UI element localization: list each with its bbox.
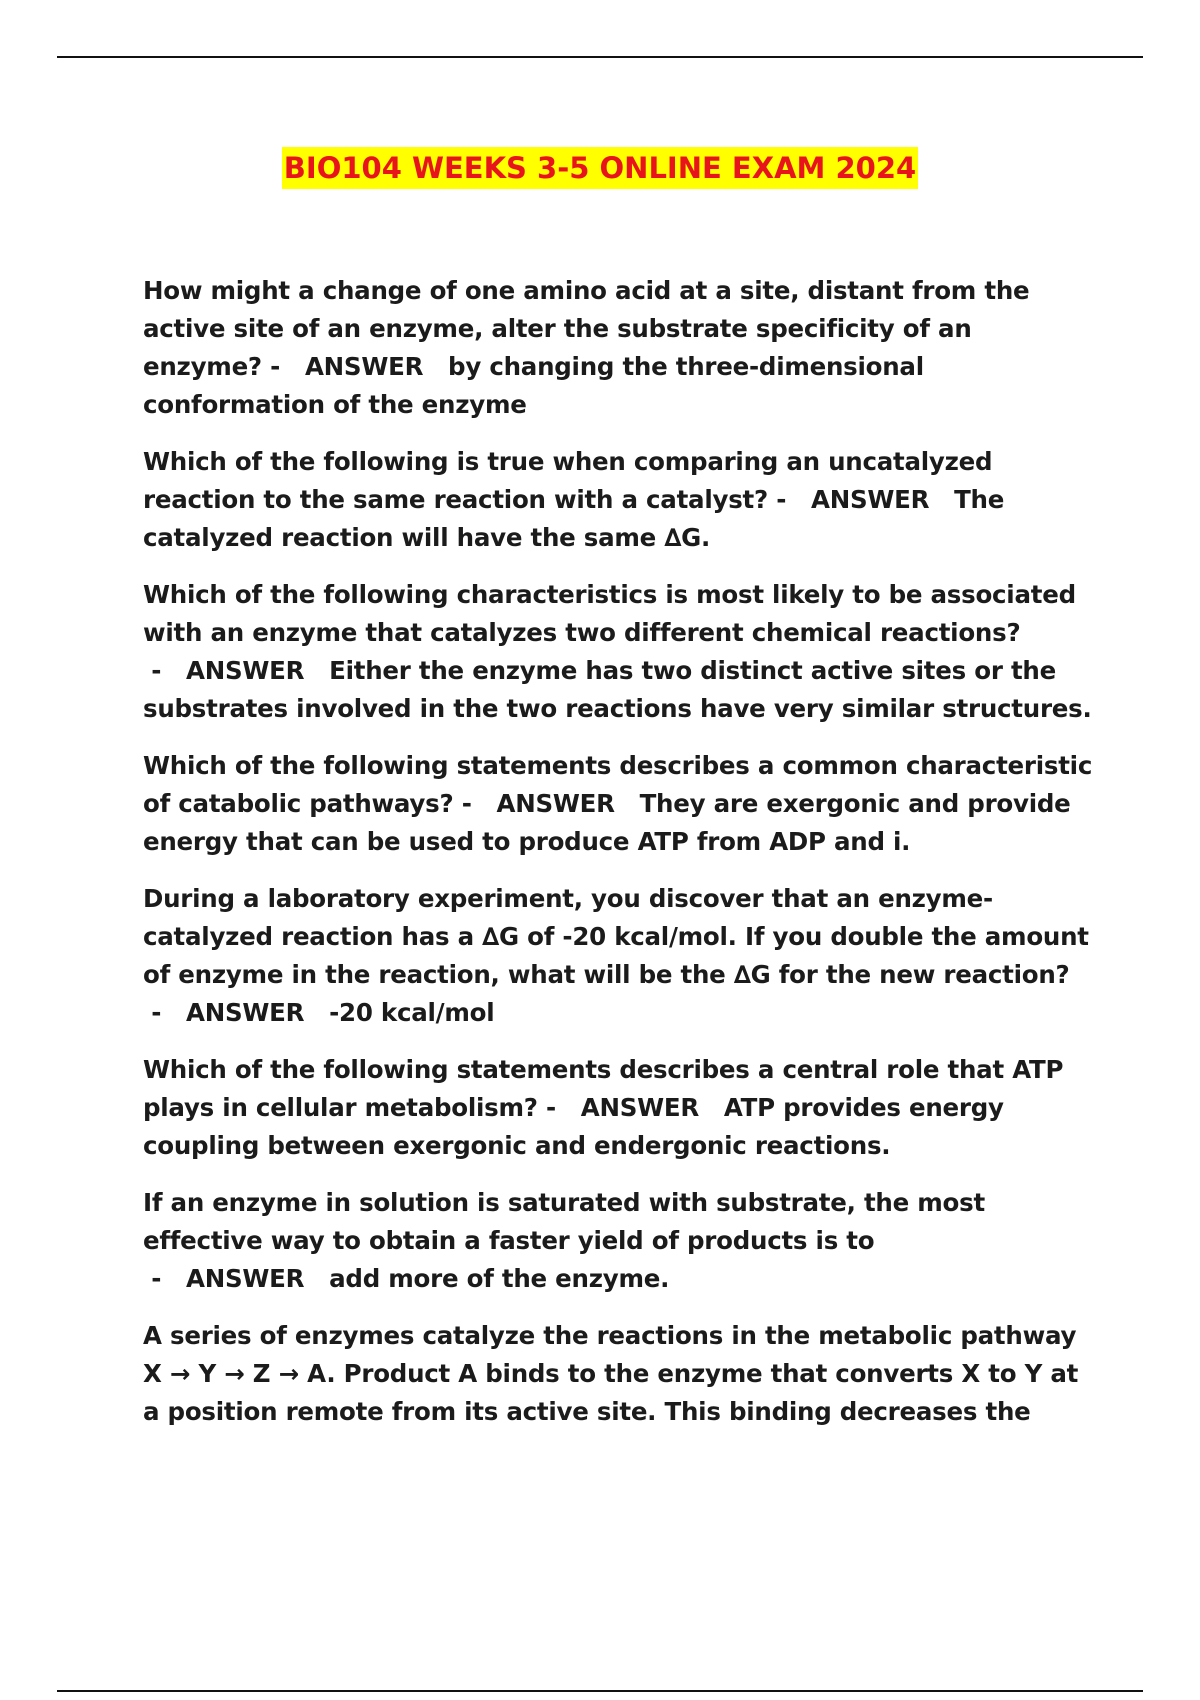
question-text: A series of enzymes catalyze the reactions in the metabolic pathway X → Y → Z → A. Product A binds to the enzyme that converts X to Y at a position remote from its active site. This binding decreases the — [143, 1321, 1079, 1426]
answer-label: ANSWER — [186, 1264, 305, 1293]
separator — [423, 352, 448, 381]
separator: - — [453, 789, 497, 818]
qa-item — [143, 576, 1093, 728]
title-container — [0, 147, 1200, 189]
answer-text: add more of the enzyme. — [329, 1264, 670, 1293]
answer-label: ANSWER — [186, 656, 305, 685]
separator: - — [261, 352, 305, 381]
separator — [304, 656, 329, 685]
separator: - — [143, 656, 187, 685]
answer-text: by changing the three-dimensional conformation of the enzyme — [143, 352, 924, 419]
answer-text: The catalyzed reaction will have the same ∆G. — [143, 485, 1005, 552]
answer-label: ANSWER — [496, 789, 615, 818]
separator — [615, 789, 640, 818]
qa-item — [143, 443, 1093, 557]
answer-label: ANSWER — [580, 1093, 700, 1122]
qa-item — [143, 747, 1093, 861]
qa-item — [143, 272, 1093, 424]
bottom-rule — [57, 1690, 1143, 1692]
question-text: How might a change of one amino acid at a site, distant from the active site of an enzyme, alter the substrate specificity of an enzyme? — [143, 276, 1030, 381]
answer-text: Either the enzyme has two distinct active sites or the substrates involved in the two reactions have very similar structures. — [143, 656, 1092, 723]
answer-label: ANSWER — [811, 485, 930, 514]
qa-item — [143, 1184, 1093, 1298]
question-text: If an enzyme in solution is saturated with substrate, the most effective way to obtain a faster yield of products is to — [143, 1188, 985, 1255]
question-text: Which of the following characteristics is most likely to be associated with an enzyme that catalyzes two different chemical reactions? — [143, 580, 1076, 647]
separator — [304, 1264, 329, 1293]
qa-list — [143, 272, 1093, 1450]
question-text: Which of the following statements describes a central role that ATP plays in cellular metabolism? — [143, 1055, 1064, 1122]
separator: - — [537, 1093, 581, 1122]
answer-label: ANSWER — [186, 998, 305, 1027]
qa-item — [143, 880, 1093, 1032]
separator: - — [767, 485, 811, 514]
trailing-question — [143, 1317, 1093, 1431]
separator — [929, 485, 954, 514]
question-text: During a laboratory experiment, you discover that an enzyme-catalyzed reaction has a ∆G of -20 kcal/mol. If you double the amount of enzyme in the reaction, what will be the ∆G for the new reaction? — [143, 884, 1089, 989]
top-rule — [57, 56, 1143, 58]
separator: - — [143, 1264, 187, 1293]
separator: - — [143, 998, 187, 1027]
separator — [304, 998, 329, 1027]
qa-item — [143, 1051, 1093, 1165]
separator — [699, 1093, 724, 1122]
question-text: Which of the following statements describes a common characteristic of catabolic pathways? — [143, 751, 1093, 818]
question-text: Which of the following is true when comparing an uncatalyzed reaction to the same reaction with a catalyst? — [143, 447, 993, 514]
answer-text: ATP provides energy coupling between exergonic and endergonic reactions. — [143, 1093, 1004, 1160]
answer-text: They are exergonic and provide energy that can be used to produce ATP from ADP and i. — [143, 789, 1071, 856]
answer-text: -20 kcal/mol — [329, 998, 495, 1027]
answer-label: ANSWER — [304, 352, 424, 381]
document-title: BIO104 WEEKS 3-5 ONLINE EXAM 2024 — [282, 147, 918, 189]
